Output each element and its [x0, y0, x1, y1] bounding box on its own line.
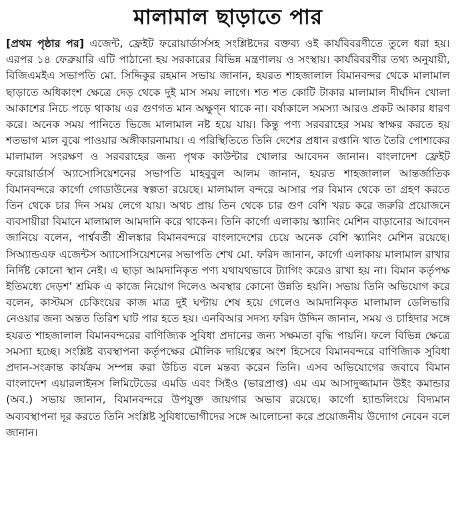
article-paragraph	[6, 36, 450, 441]
continued-from-front-page-tag: [প্রথম পৃষ্ঠার পর]	[6, 38, 85, 50]
news-article	[6, 4, 450, 527]
article-headline: মালামাল ছাড়াতে পার	[133, 5, 323, 29]
article-body	[6, 36, 450, 441]
article-text: এজেন্ট, ফ্রেইট ফরোয়ার্ডার্সসহ সংশ্লিষ্টদের বক্তব্য ওই কার্যবিবরণীতে তুলে ধরা হয়। এরপর ১৪ ফেব্রুয়ারি এটি পাঠানো হয় সরকারের বিভিন্ন মন্ত্রণালয় ও সংস্থায়। কার্যবিবরণীর তথ্য অনুযায়ী, বিজিএমইএ সভাপতি মো. সিদ্দিকুর রহমান সভায় জানান, হযরত শাহজালাল বিমানবন্দর থেকে মালামাল ছাড়াতে অধিকাংশ ক্ষেত্রে দেড় থেকে দুই মাস সময় লাগে। শত শত কোটি টাকার মালামাল দীর্ঘদিন খোলা আকাশের নিচে পড়ে থাকায় এর গুণগত মান অক্ষুণ্ন থাকে না। বর্ষাকালে সমস্যা আরও প্রকট আকার ধারণ করে। অনেক সময় পানিতে ভিজে মালামাল নষ্ট হয়ে যায়। কিন্তু পণ্য সরবরাহের সময় স্বাক্ষর করতে হয় শতভাগ মাল বুঝে পাওয়ার অঙ্গীকারনামায়। এ পরিস্থিতিতে তিনি দেশের প্রধান রপ্তানি খাত তৈরি পোশাকের মালামাল সংরক্ষণ ও সরবরাহের জন্য পৃথক কাউন্টার খোলার আবেদন জানান। বাংলাদেশ ফ্রেইট ফরোয়ার্ডার্স অ্যাসোসিয়েশনের সভাপতি মাহবুবুল আলম জানান, হযরত শাহজালাল আন্তর্জাতিক বিমানবন্দরে কার্গো গোডাউনের স্বল্পতা রয়েছে। মালামাল বন্দরে আসার পর বিমান থেকে তা গ্রহণ করতে তিন থেকে চার দিন সময় লেগে যায়। অথচ প্রায় তিন থেকে চার গুণ বেশি খরচ করে জরুরি প্রয়োজনে ব্যবসায়ীরা বিমানে মালামাল আমদানি করে থাকেন। তিনি কার্গো এলাকায় স্ক্যানিং মেশিন বাড়ানোর আবেদন জানিয়ে বলেন, পার্শ্ববর্তী শ্রীলঙ্কার বিমানবন্দরে বাংলাদেশের চেয়ে অনেক বেশি স্ক্যানিং মেশিন রয়েছে। সিঅ্যান্ডএফ এজেন্টস অ্যাসোসিয়েশনের সভাপতি শেখ মো. ফরিদ জানান, কার্গো এলাকায় মালামাল রাখার নির্দিষ্ট কোনো স্থান নেই। এ ছাড়া আমদানিকৃত পণ্য যথাযথভাবে ট্যাগিং করেও রাখা হয় না। বিমান কর্তৃপক্ষ ইতিমধ্যে দেড়শ' শ্রমিক এ কাজে নিয়োগ দিলেও অবস্থার কোনো উন্নতি হয়নি। সভায় তিনি অভিযোগ করে বলেন, কাস্টমস চেকিংয়ের কাজ মাত্র দুই ঘণ্টায় শেষ হয়ে গেলেও আমদানিকৃত মালামাল ডেলিভারি নেওয়ার জন্য অন্তত তিরিশ ঘাট পার হতে হয়। এনবিআর সদস্য ফরিদ উদ্দিন জানান, সময় ও চাহিদার সঙ্গে হযরত শাহজালাল বিমানবন্দরের বাণিজ্যিক সুবিধা প্রদানের জন্য সক্ষমতা বৃদ্ধি পায়নি। ফলে বিভিন্ন ক্ষেত্রে সমস্যা হচ্ছে। সংশ্লিষ্ট ব্যবস্থাপনা কর্তৃপক্ষের মৌলিক দায়িত্বের অংশ হিসেবে বিমানবন্দরে বাণিজ্যিক সুবিধা প্রদান-সংক্রান্ত কার্যক্রম সম্পন্ন করা উচিত বলে মন্তব্য করেন তিনি। এসব অভিযোগের জবাবে বিমান বাংলাদেশ এয়ারলাইনস লিমিটেডের এমডি এবং সিইও (ভারপ্রাপ্ত) এম এম আসাদুজ্জামান উইং কমান্ডার (অব.) সভায় জানান, বিমানবন্দরে উপযুক্ত জায়গার অভাব রয়েছে। কার্গো হ্যান্ডলিংয়ে বিদ্যমান অব্যবস্থাপনা দূর করতে তিনি সংশ্লিষ্ট সুবিধাভোগীদের সঙ্গে আলোচনা করে প্রয়োজনীয় উদ্যোগ নেবেন বলে জানান।	[6, 38, 450, 439]
